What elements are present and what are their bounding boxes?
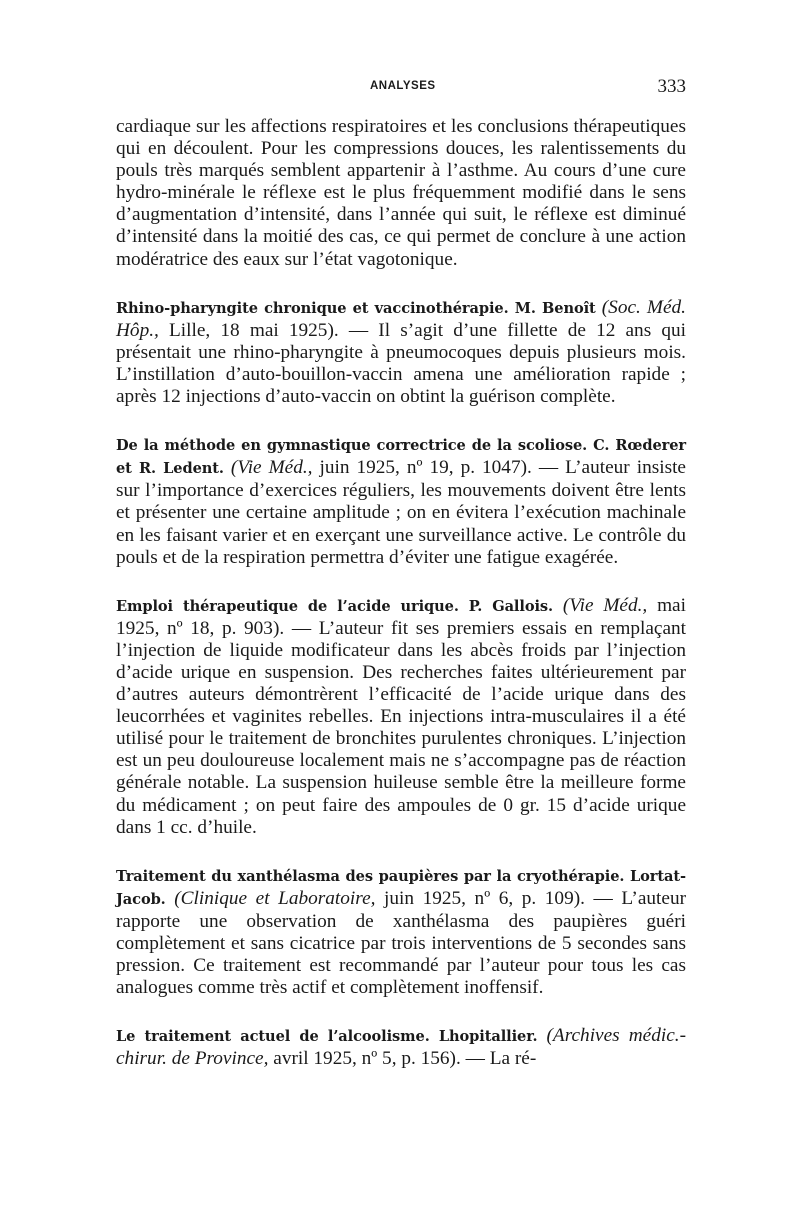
article-title: Rhino-pharyngite chronique et vaccinothérapie. M. Benoît: [116, 299, 596, 317]
article-xanthelasma: [116, 865, 686, 1000]
article-source: (Clinique et Laboratoire,: [174, 887, 376, 909]
article-source: (Vie Méd.,: [230, 457, 313, 479]
article-body: — La ré-: [465, 1048, 537, 1070]
article-body: — L’auteur fit ses premiers essais en remplaçant l’injection de liquide modificateur dans les abcès froids par l’injection d’acide urique en suspension. Des recherches faites ultérieurement par d’autres auteurs démontrèrent l’efficacité de l’acide urique dans des leucorrhées et vaginites rebelles. En injections intra-musculaires il a été utilisé pour le traitement de bronchites purulentes chroniques. L’injection est un peu douloureuse localement mais ne s’accompagne pas de réaction générale notable. La suspension huileuse semble être la meilleure forme du médicament ; on peut faire des ampoules de 0 gr. 15 d’acide urique dans 1 cc. d’huile.: [116, 617, 687, 838]
running-head: [116, 76, 686, 102]
article-body: — Il s’agit d’une fillette de 12 ans qui présentait une rhino-pharyngite à pneumocoques depuis plusieurs mois. L’instillation d’auto-bouillon-vaccin amena une amélioration rapide ; après 12 injections d’auto-vaccin on obtint la guérison complète.: [116, 319, 686, 408]
document-page: [116, 76, 686, 1070]
page-number: 333: [657, 76, 686, 97]
article-title: Traitement du xanthélasma des paupières par la cryothérapie. Lortat-Jacob.: [116, 867, 686, 908]
article-source: (Vie Méd.,: [562, 594, 648, 616]
article-rhino-pharyngite: [116, 297, 686, 408]
article-title: Le traitement actuel de l’alcoolisme. Lhopitallier.: [116, 1028, 538, 1046]
article-citation: mai 1925, nº 18, p. 903).: [116, 594, 686, 639]
article-body: — L’auteur insiste sur l’importance d’exercices réguliers, les mouvements doivent être lents et présenter une certaine amplitude ; on en évitera l’exécution machinale en les faisant varier et en exerçant une surveillance active. Le contrôle du pouls et de la respiration permettra d’éviter une fatigue exagérée.: [116, 457, 686, 568]
article-source: (Archives médic.-chirur. de Province,: [116, 1025, 686, 1070]
article-body: — L’auteur rapporte une observation de xanthélasma des paupières guéri complètement et sans cicatrice par trois interventions de 5 secondes sans pression. Ce traitement est recommandé par l’auteur pour tous les cas analogues comme très actif et complètement inoffensif.: [116, 887, 686, 999]
article-scoliose: [116, 434, 686, 569]
article-source: (Soc. Méd. Hôp.,: [116, 296, 686, 341]
article-title: De la méthode en gymnastique correctrice de la scoliose. C. Rœderer et R. Ledent.: [116, 437, 686, 478]
article-citation: juin 1925, nº 6, p. 109).: [384, 887, 585, 909]
intro-paragraph: cardiaque sur les affections respiratoires et les conclusions thérapeutiques qui en découlent. Pour les compressions douces, les ralentissements du pouls très marqués semblent appartenir à l’asthme. Au cours d’une cure hydro-minérale le réflexe est le plus fréquemment modifié dans le sens d’augmentation d’intensité, dans l’année qui suit, le réflexe est diminué d’intensité dans la moitié des cas, ce qui permet de conclure à une action modératrice des eaux sur l’état vagotonique.: [116, 116, 686, 270]
running-title: ANALYSES: [370, 80, 436, 92]
article-citation: avril 1925, nº 5, p. 156).: [273, 1048, 461, 1070]
article-alcoolisme: [116, 1025, 686, 1070]
article-citation: Lille, 18 mai 1925).: [169, 319, 339, 341]
article-title: Emploi thérapeutique de l’acide urique. P. Gallois.: [116, 597, 553, 615]
article-acide-urique: [116, 595, 686, 839]
article-citation: juin 1925, nº 19, p. 1047).: [319, 457, 532, 479]
